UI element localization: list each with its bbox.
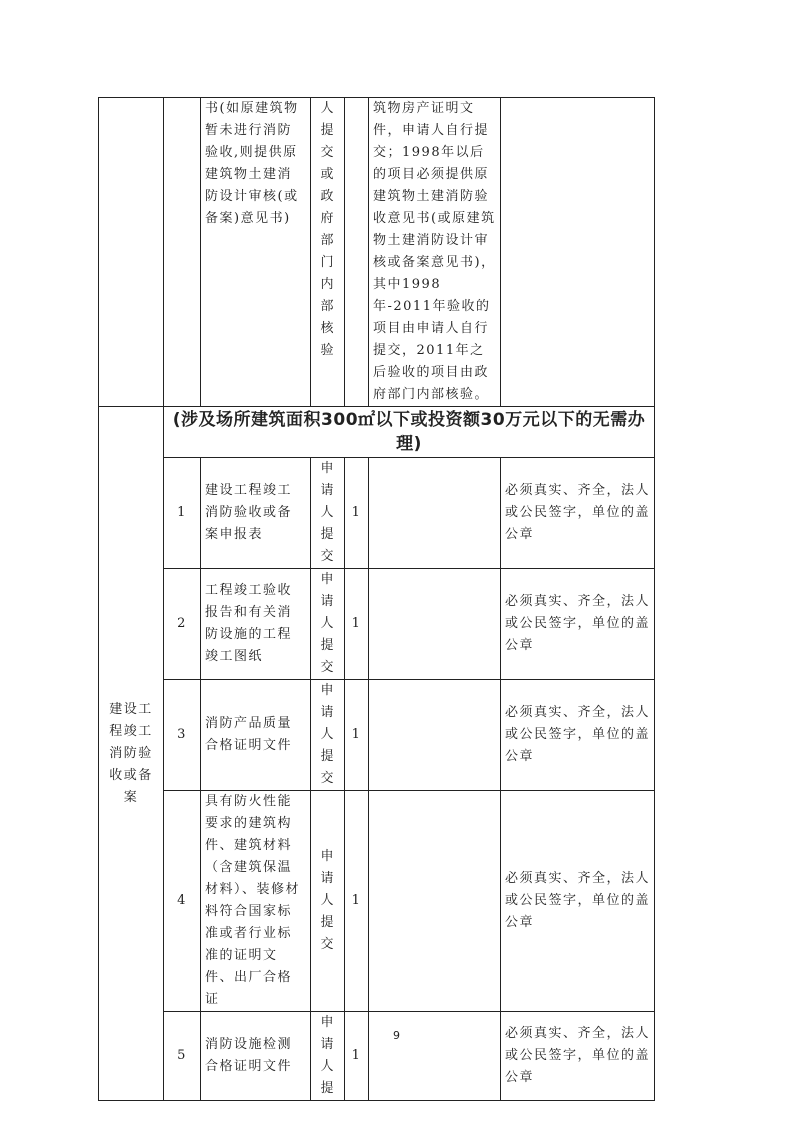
source-cell <box>311 680 345 791</box>
source-cell <box>311 569 345 680</box>
source-cell <box>311 458 345 569</box>
source-cell <box>311 791 345 1012</box>
requirement-cell: 必须真实、齐全，法人或公民签字，单位的盖公章 <box>501 1012 655 1101</box>
count-cell: 1 <box>345 458 369 569</box>
note-cell <box>369 569 501 680</box>
section-header: (涉及场所建筑面积300㎡以下或投资额30万元以下的无需办理) <box>164 407 655 458</box>
count-cell <box>345 98 369 407</box>
no-cell: 2 <box>164 569 201 680</box>
source-cell <box>311 98 345 407</box>
no-cell <box>164 98 201 407</box>
no-cell: 1 <box>164 458 201 569</box>
table-row <box>99 791 655 1012</box>
no-cell: 5 <box>164 1012 201 1101</box>
material-cell: 消防设施检测合格证明文件 <box>201 1012 311 1101</box>
materials-table <box>98 97 655 1101</box>
requirement-cell: 必须真实、齐全，法人或公民签字，单位的盖公章 <box>501 569 655 680</box>
source-cell <box>311 1012 345 1101</box>
no-cell: 4 <box>164 791 201 1012</box>
table-row <box>99 680 655 791</box>
requirement-cell: 必须真实、齐全，法人或公民签字，单位的盖公章 <box>501 458 655 569</box>
note-cell <box>369 680 501 791</box>
note-cell <box>369 458 501 569</box>
table-row <box>99 1012 655 1101</box>
count-cell: 1 <box>345 1012 369 1101</box>
section-header-row <box>99 407 655 458</box>
material-cell: 具有防火性能要求的建筑构件、建筑材料（含建筑保温材料）、装修材料符合国家标准或者行业标准的证明文件、出厂合格证 <box>201 791 311 1012</box>
requirement-cell <box>501 98 655 407</box>
material-cell: 工程竣工验收报告和有关消防设施的工程竣工图纸 <box>201 569 311 680</box>
table-row <box>99 98 655 407</box>
source-text: 申请人提交 <box>320 461 336 564</box>
count-cell: 1 <box>345 791 369 1012</box>
no-cell: 3 <box>164 680 201 791</box>
material-cell: 书(如原建筑物暂未进行消防验收,则提供原建筑物土建消防设计审核(或备案)意见书) <box>201 98 311 407</box>
requirement-cell: 必须真实、齐全，法人或公民签字，单位的盖公章 <box>501 680 655 791</box>
note-cell: 筑物房产证明文件，申请人自行提交；1998年以后的项目必须提供原建筑物土建消防验收意见书(或原建筑物土建消防设计审核或备案意见书)，其中1998年-2011年验收的项目由申请人自行提交，2011年之后验收的项目由政府部门内部核验。 <box>369 98 501 407</box>
category-cell <box>99 98 164 407</box>
table-row <box>99 569 655 680</box>
material-cell: 建设工程竣工消防验收或备案申报表 <box>201 458 311 569</box>
page-number: 9 <box>393 1029 400 1042</box>
source-text: 申请人提交 <box>320 683 336 786</box>
count-cell: 1 <box>345 680 369 791</box>
table-row <box>99 458 655 569</box>
material-cell: 消防产品质量合格证明文件 <box>201 680 311 791</box>
source-text: 申请人提交 <box>320 849 336 952</box>
source-text: 申请人提交 <box>320 572 336 675</box>
requirement-cell: 必须真实、齐全，法人或公民签字，单位的盖公章 <box>501 791 655 1012</box>
count-cell: 1 <box>345 569 369 680</box>
source-text: 申请人提 <box>320 1015 336 1096</box>
note-cell <box>369 1012 501 1101</box>
section-title: 建设工程竣工消防验收或备案 <box>99 407 164 1101</box>
source-text: 人提交或政府部门内部核验 <box>320 101 336 358</box>
note-cell <box>369 791 501 1012</box>
